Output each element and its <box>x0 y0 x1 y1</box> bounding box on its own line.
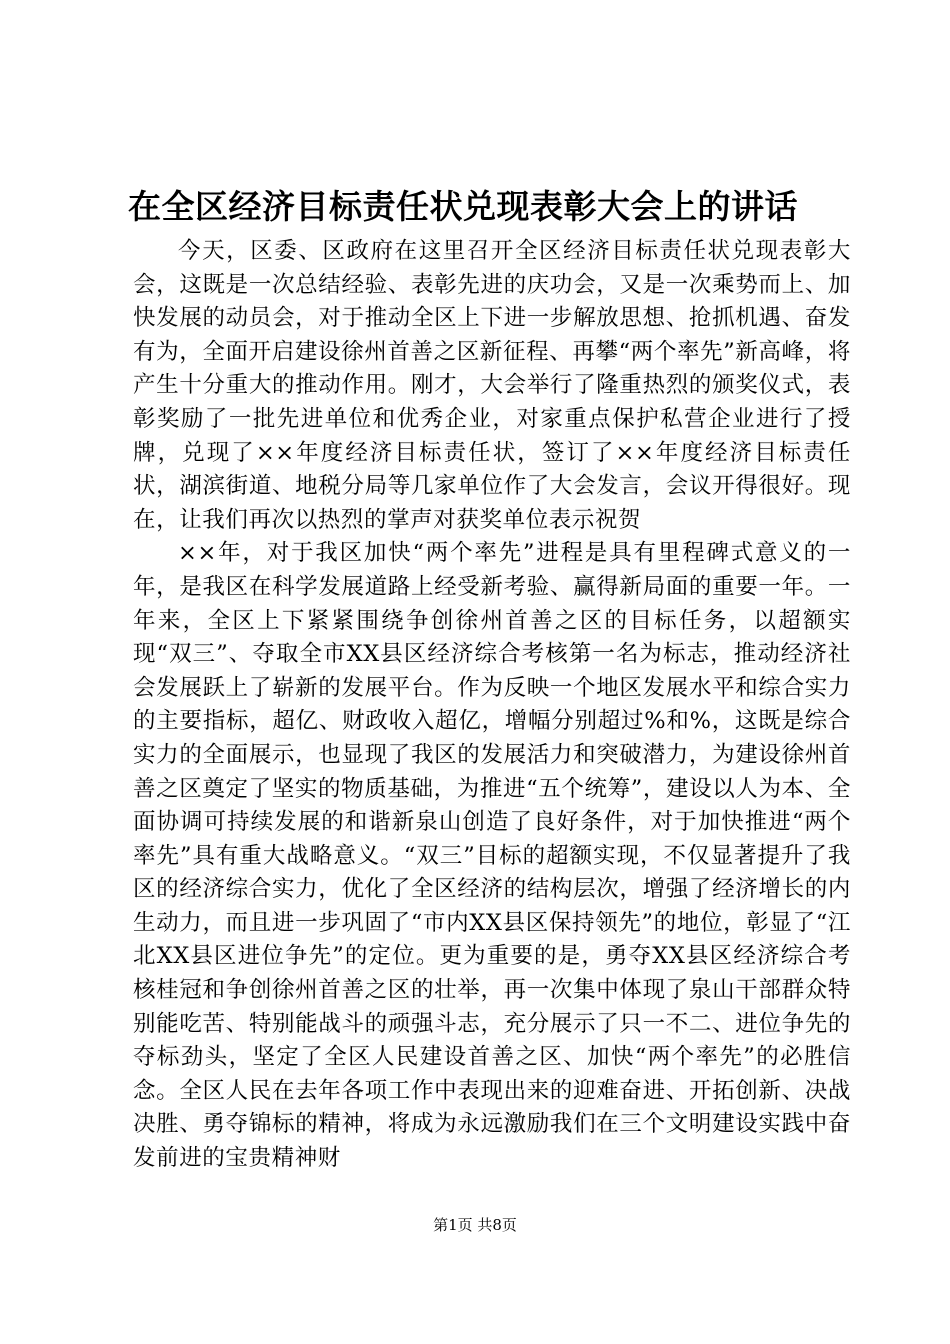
page-footer: 第1页 共8页 <box>433 1216 517 1234</box>
paragraph-2: ××年，对于我区加快“两个率先”进程是具有里程碑式意义的一年，是我区在科学发展道路上经受新考验、赢得新局面的重要一年。一年来，全区上下紧紧围绕争创徐州首善之区的目标任务，以超额实现“双三”、夺取全市XX县区经济综合考核第一名为标志，推动经济社会发展跃上了崭新的发展平台。作为反映一个地区发展水平和综合实力的主要指标，超亿、财政收入超亿，增幅分别超过%和%，这既是综合实力的全面展示，也显现了我区的发展活力和突破潜力，为建设徐州首善之区奠定了坚实的物质基础，为推进“五个统筹”，建设以人为本、全面协调可持续发展的和谐新泉山创造了良好条件，对于加快推进“两个率先”具有重大战略意义。“双三”目标的超额实现，不仅显著提升了我区的经济综合实力，优化了全区经济的结构层次，增强了经济增长的内生动力，而且进一步巩固了“市内XX县区保持领先”的地位，彰显了“江北XX县区进位争先”的定位。更为重要的是，勇夺XX县区经济综合考核桂冠和争创徐州首善之区的壮举，再一次集中体现了泉山干部群众特别能吃苦、特别能战斗的顽强斗志，充分展示了只一不二、进位争先的夺标劲头，坚定了全区人民建设首善之区、加快“两个率先”的必胜信念。全区人民在去年各项工作中表现出来的迎难奋进、开拓创新、决战决胜、勇夺锦标的精神，将成为永远激励我们在三个文明建设实践中奋发前进的宝贵精神财 <box>133 540 851 1172</box>
document-title: 在全区经济目标责任状兑现表彰大会上的讲话 <box>128 187 798 226</box>
paragraph-1: 今天，区委、区政府在这里召开全区经济目标责任状兑现表彰大会，这既是一次总结经验、表彰先进的庆功会，又是一次乘势而上、加快发展的动员会，对于推动全区上下进一步解放思想、抢抓机遇、奋发有为，全面开启建设徐州首善之区新征程、再攀“两个率先”新高峰，将产生十分重大的推动作用。刚才，大会举行了隆重热烈的颁奖仪式，表彰奖励了一批先进单位和优秀企业，对家重点保护私营企业进行了授牌，兑现了××年度经济目标责任状，签订了××年度经济目标责任状，湖滨街道、地税分局等几家单位作了大会发言，会议开得很好。现在，让我们再次以热烈的掌声对获奖单位表示祝贺 <box>133 238 851 533</box>
document-body <box>133 235 851 1176</box>
